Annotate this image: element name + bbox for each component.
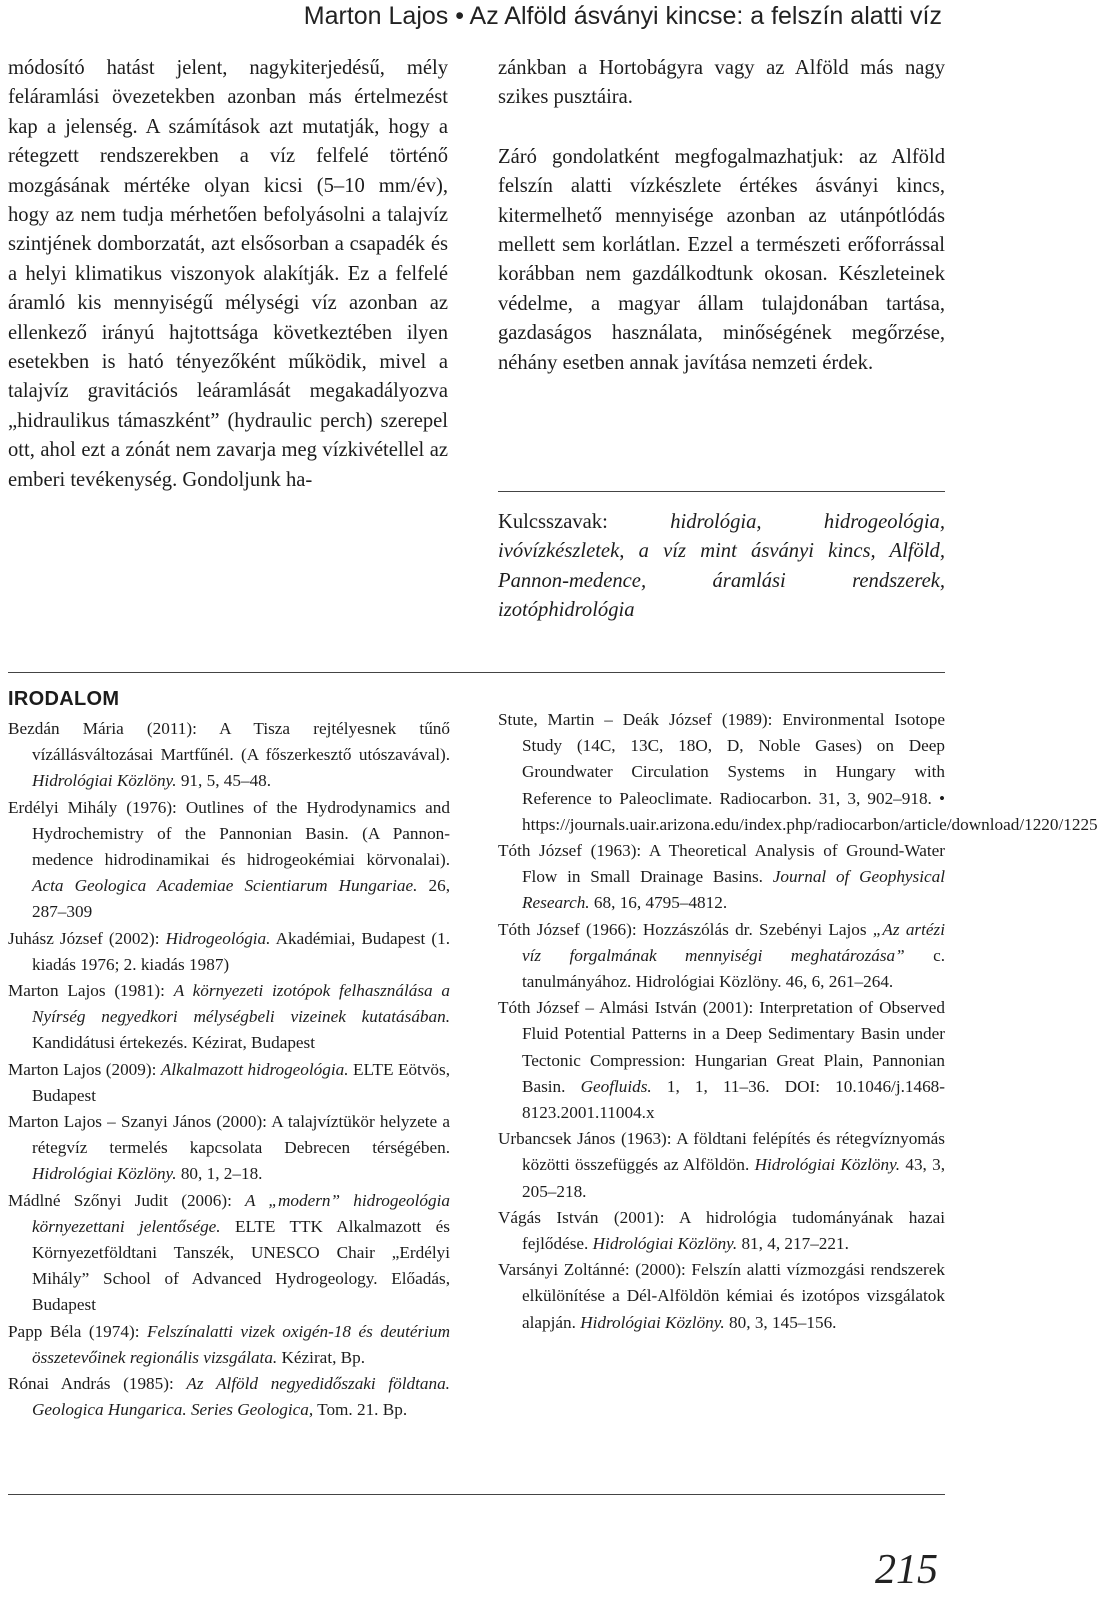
reference-text: Papp Béla (1974): [8,1321,147,1341]
keywords-list: hidrológia, hidrogeológia, ivóvízkészletek, a víz mint ásványi kincs, Alföld, Pannon-medence, áramlási rendszerek, izotóphidrológia [498,511,945,622]
reference-text: Stute, Martin – Deák József (1989): Environmental Isotope Study (14C, 13C, 18O, D, Noble Gases) on Deep Groundwater Circulation Systems in Hungary with Reference to Paleoclimate. Radiocarbon. 31, 3, 902–918. • https://journals.uair.arizona.edu/index.php/radiocarbon/article/download/1220/1225 [498,710,1098,834]
reference-text: Varsányi Zoltánné: (2000): Felszín alatti vízmozgási rendszerek elkülönítése a Dél-Alföldön kémiai és izotópos vizsgálatok alapján. [498,1260,945,1332]
reference-details: 80, 1, 2–18. [176,1164,263,1184]
reference-text: Juhász József (2002): [8,928,166,948]
reference-details: 1, 1, 11–36. DOI: 10.1046/j.1468-8123.2001.11004.x [522,1076,945,1123]
reference-details: Akadémiai, Budapest (1. kiadás 1976; 2. kiadás 1987) [32,928,450,974]
reference-source: A környezeti izotópok felhasználása a Nyírség negyedkori mélységbeli vizeinek kutatásában. [32,981,450,1027]
reference-entry [498,995,945,1126]
reference-entry [8,978,450,1057]
reference-details: ELTE TTK Alkalmazott és Környezetföldtani Tanszék, UNESCO Chair „Erdélyi Mihály” School of Advanced Hydrogeology. Előadás, Budapest [32,1216,450,1315]
reference-entry [498,707,1098,838]
reference-details: c. tanulmányához. Hidrológiai Közlöny. 46, 6, 261–264. [522,945,945,992]
reference-details: Kandidátusi értekezés. Kézirat, Budapest [32,1033,316,1053]
reference-details: 26, 287–309 [32,876,450,922]
reference-entry [498,917,945,996]
reference-text: Tóth József (1966): Hozzászólás dr. Szebényi Lajos [498,919,873,939]
reference-entry [8,1319,450,1371]
reference-entry [8,1371,450,1423]
running-head: Marton Lajos • Az Alföld ásványi kincse: a felszín alatti víz [303,2,942,30]
reference-text: Urbancsek János (1963): A földtani felépítés és rétegvíznyomás közötti összefüggés az Alföldön. [498,1129,945,1175]
reference-details: 43, 3, 205–218. [522,1155,946,1201]
reference-source: Alkalmazott hidrogeológia. [160,1059,349,1079]
references-right-list [498,707,1098,1336]
reference-source: Hidrogeológia. [165,928,271,948]
reference-details: 81, 4, 217–221. [737,1234,849,1254]
reference-source: Hidrológiai Közlöny. [754,1155,901,1175]
reference-entry [8,716,450,795]
reference-source: A „modern” hidrogeológia környezettani jelentősége. [32,1190,450,1236]
reference-text: Erdélyi Mihály (1976): Outlines of the Hydrodynamics and Hydrochemistry of the Pannonian Basin. (A Pannon-medence hidrodinamikai és hidrogeokémiai körvonalai). [8,797,450,870]
keywords [498,508,945,626]
reference-text: Rónai András (1985): [8,1374,187,1394]
reference-source: Acta Geologica Academiae Scientiarum Hungariae. [32,876,418,896]
reference-entry [8,1188,450,1319]
reference-entry [8,1057,450,1109]
references-heading: IRODALOM [8,688,120,710]
closing-paragraph: Záró gondolatként megfogalmazhatjuk: az Alföld felszín alatti vízkészlete értékes ásványi kincs, kitermelhető mennyisége azonban az utánpótlódás mellett sem korlátlan. Ezzel a természeti erőforrással korábban nem gazdálkodtunk okosan. Készleteinek védelme, a magyar állam tulajdonában tartása, gazdaságos használata, minőségének megőrzése, néhány esetben annak javítása nemzeti érdek. [498,145,945,374]
reference-source: Hidrológiai Közlöny. [592,1234,738,1254]
reference-entry [498,1205,945,1257]
reference-source: Geofluids. [580,1076,652,1096]
references-divider [8,672,945,673]
reference-text: Bezdán Mária (2011): A Tisza rejtélyesnek tűnő vízállásváltozásai Martfűnél. (A főszerkesztő utószavával). [8,719,450,765]
reference-text: Vágás István (2001): A hidrológia tudományának hazai fejlődése. [498,1207,945,1254]
body-paragraph: módosító hatást jelent, nagykiterjedésű, mély feláramlási övezetekben azonban más értelmezést kap a jelenség. A számítások azt mutatják, hogy a rétegzett rendszerekben a víz felfelé történő mozgásának mértéke olyan kicsi (5–10 mm/év), hogy az nem tudja mérhetően befolyásolni a talajvíz szintjének domborzatát, azt elsősorban a csapadék és a helyi klimatikus viszonyok alakítják. Ez a felfelé áramló kis mennyiségű mélységi víz azonban az ellenkező irányú hajtottsága következtében ilyen esetekben is ható tényezőként működik, mivel a talajvíz gravitációs leáramlását megakadályozva „hidraulikus támaszként” (hydraulic perch) szerepel ott, ahol ezt a zónát nem zavarja meg vízkivétellel az emberi tevékenység. Gondoljunk ha- [8,57,448,491]
reference-source: Hidrológiai Közlöny. [32,1164,177,1184]
reference-entry [498,1257,945,1336]
body-paragraph: zánkban a Hortobágyra vagy az Alföld más nagy szikes pusztáira. [498,57,945,109]
reference-details: Tom. 21. Bp. [313,1400,408,1420]
reference-entry [8,1109,450,1188]
reference-entry [498,838,945,917]
reference-details: 80, 3, 145–156. [724,1312,837,1332]
reference-text: Mádlné Szőnyi Judit (2006): [8,1190,246,1210]
reference-details: 91, 5, 45–48. [176,771,272,791]
reference-text: Tóth József (1963): A Theoretical Analysis of Ground-Water Flow in Small Drainage Basins. [498,841,945,887]
reference-details: ELTE Eötvös, Budapest [32,1059,450,1105]
reference-details: 68, 16, 4795–4812. [589,893,728,913]
body-left-column [8,54,448,495]
reference-source: Felszínalatti vizek oxigén-18 és deutérium összetevőinek regionális vizsgálata. [32,1321,450,1367]
references-left-list [8,716,450,1423]
reference-source: Journal of Geophysical Research. [522,867,946,913]
reference-source: „Az artézi víz forgalmának mennyiségi meghatározása” [522,919,945,965]
reference-entry [498,1126,945,1205]
footer-divider [8,1494,945,1495]
reference-text: Marton Lajos (1981): [8,981,174,1001]
reference-source: Hidrológiai Közlöny. [32,771,177,791]
body-right-column [498,54,945,378]
reference-source: Az Alföld negyedidőszaki földtana. Geologica Hungarica. Series Geologica, [32,1374,450,1420]
reference-text: Tóth József – Almási István (2001): Interpretation of Observed Fluid Potential Patterns in a Deep Sedimentary Basin under Tectonic Compression: Hungarian Great Plain, Pannonian Basin. [498,998,945,1096]
keywords-label: Kulcsszavak: [498,511,671,533]
reference-details: Kézirat, Bp. [277,1347,366,1367]
page-number: 215 [875,1547,938,1593]
reference-source: Hidrológiai Közlöny. [580,1312,725,1332]
reference-entry [8,926,450,978]
keywords-divider [498,491,945,492]
reference-text: Marton Lajos – Szanyi János (2000): A talajvíztükör helyzete a rétegvíz termelés kapcsolata Debrecen térségében. [8,1112,450,1158]
reference-entry [8,795,450,926]
reference-text: Marton Lajos (2009): [8,1059,161,1079]
